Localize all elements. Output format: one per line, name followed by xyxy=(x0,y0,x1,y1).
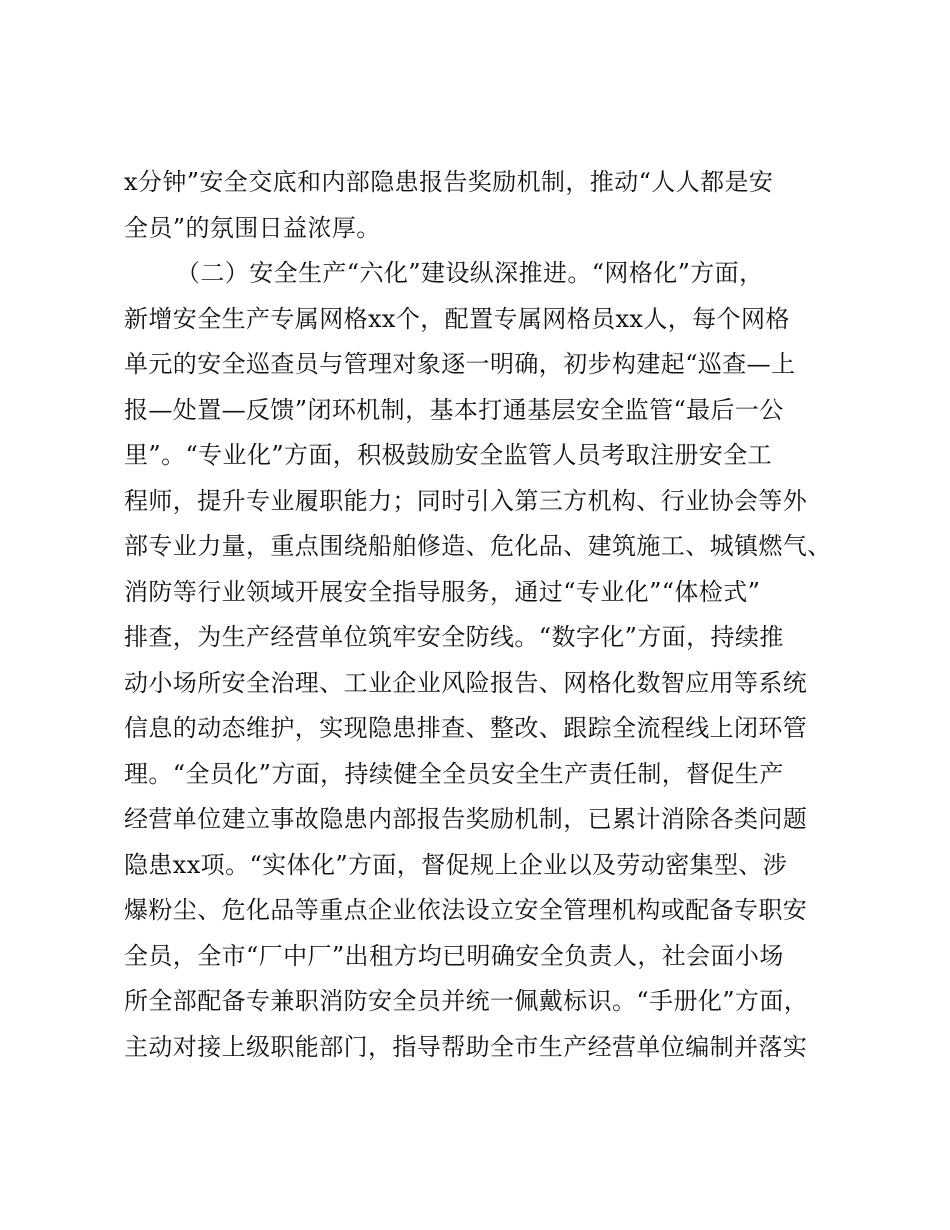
section-heading-line: （二）安全生产“六化”建设纵深推进。“网格化”方面， xyxy=(176,259,764,287)
text-line: 主动对接上级职能部门，指导帮助全市生产经营单位编制并落实 xyxy=(124,1032,808,1061)
text-line: 爆粉尘、危化品等重点企业依法设立安全管理机构或配备专职安 xyxy=(124,896,808,924)
text-line: 理。“全员化”方面，持续健全全员安全生产责任制，督促生产 xyxy=(124,759,784,788)
text-line: 信息的动态维护，实现隐患排查、整改、跟踪全流程线上闭环管 xyxy=(124,714,808,742)
text-line: 所全部配备专兼职消防安全员并统一佩戴标识。“手册化”方面， xyxy=(124,987,809,1015)
text-line: 报—处置—反馈”闭环机制，基本打通基层安全监管“最后一公 xyxy=(124,395,784,424)
text-line: 单元的安全巡查员与管理对象逐一明确，初步构建起“巡查—上 xyxy=(124,350,796,378)
text-line: 消防等行业领域开展安全指导服务，通过“专业化”“体检式” xyxy=(124,577,761,606)
text-line: 新增安全生产专属网格xx个，配置专属网格员xx人，每个网格 xyxy=(124,304,790,333)
body-text xyxy=(124,160,844,1070)
text-line: 经营单位建立事故隐患内部报告奖励机制，已累计消除各类问题 xyxy=(124,805,808,833)
text-line: 排查，为生产经营单位筑牢安全防线。“数字化”方面，持续推 xyxy=(124,623,784,651)
text-line: x分钟”安全交底和内部隐患报告奖励机制，推动“人人都是安 xyxy=(124,168,774,196)
text-line: 部专业力量，重点围绕船舶修造、危化品、建筑施工、城镇燃气、 xyxy=(124,532,832,560)
text-line: 全员”的氛围日益浓厚。 xyxy=(124,213,381,242)
text-line: 动小场所安全治理、工业企业风险报告、网格化数智应用等系统 xyxy=(124,668,808,697)
text-line: 程师，提升专业履职能力；同时引入第三方机构、行业协会等外 xyxy=(124,486,808,515)
text-line: 全员，全市“厂中厂”出租方均已明确安全负责人，社会面小场 xyxy=(124,941,784,970)
text-line: 隐患xx项。“实体化”方面，督促规上企业以及劳动密集型、涉 xyxy=(124,850,788,879)
text-line: 里”。“专业化”方面，积极鼓励安全监管人员考取注册安全工 xyxy=(124,441,773,469)
